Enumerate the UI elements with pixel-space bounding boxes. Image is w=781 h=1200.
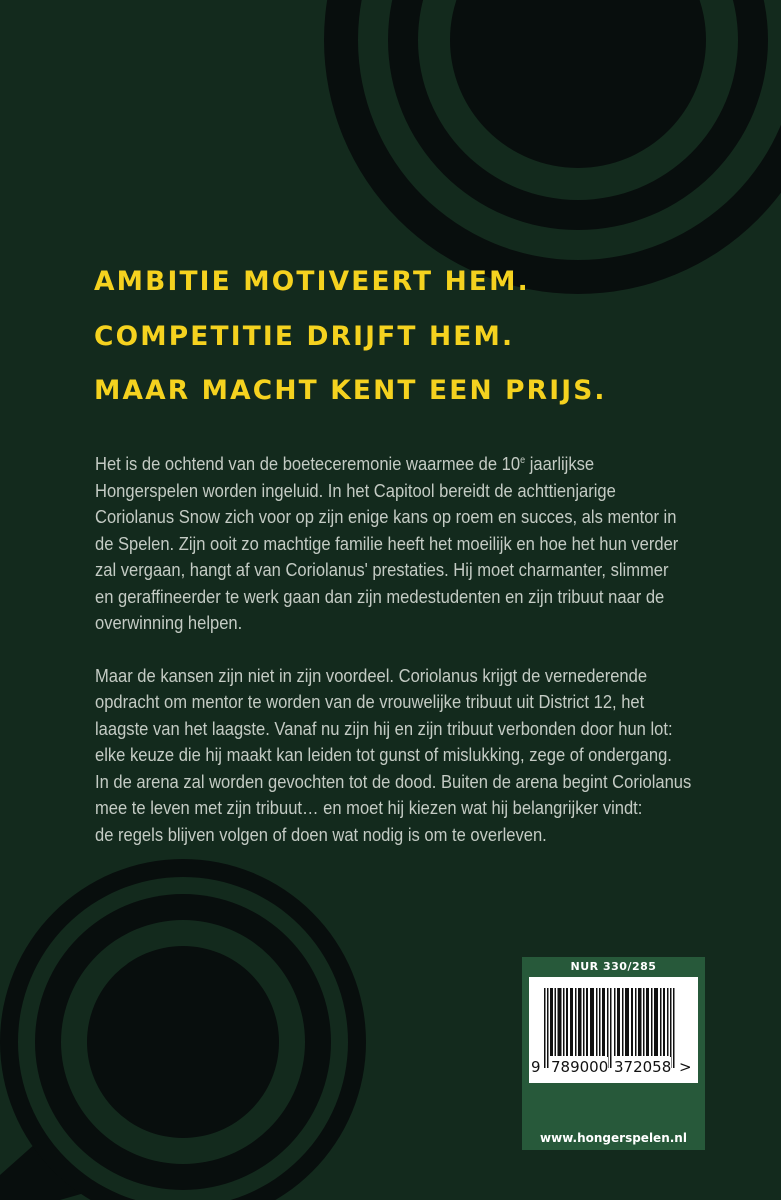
blurb-line: de regels blijven volgen of doen wat nodig is om te overleven.: [95, 823, 547, 845]
blurb-line: laagste van het laagste. Vanaf nu zijn hij en zijn tribuut verbonden door hun lot:: [95, 717, 673, 739]
blurb-line: zal vergaan, hangt af van Coriolanus' prestaties. Hij moet charmanter, slimmer: [95, 559, 669, 580]
blurb-line: overwinning helpen.: [95, 612, 243, 633]
tagline: [94, 268, 617, 432]
tagline-line-3: MAAR MACHT KENT EEN PRIJS.: [94, 375, 607, 406]
blurb-line: In de arena zal worden gevochten tot de dood. Buiten de arena begint Coriolanus: [95, 770, 692, 792]
ordinal-superscript: e: [520, 455, 526, 466]
isbn-lead-digit: 9: [531, 1058, 541, 1076]
top-right-rings-icon: [324, 0, 781, 294]
isbn-trail: >: [679, 1058, 692, 1076]
barcode-panel: [522, 957, 705, 1150]
blurb-line: [95, 448, 671, 478]
isbn-barcode: [529, 977, 698, 1083]
blurb-line: opdracht om mentor te worden van de vrouwelijke tribuut uit District 12, het: [95, 691, 645, 712]
blurb-line: elke keuze die hij maakt kan leiden tot gunst of mislukking, zege of ondergang.: [95, 744, 672, 765]
text: Het is de ochtend van de boeteceremonie waarmee de 10: [95, 453, 521, 474]
isbn-group-1: 789000: [551, 1058, 609, 1076]
blurb-line: Maar de kansen zijn niet in zijn voordeel. Coriolanus krijgt de vernederende: [95, 664, 648, 686]
blurb-line: mee te leven met zijn tribuut… en moet hij kiezen wat hij belangrijker vindt:: [95, 797, 643, 818]
text: jaarlijkse: [525, 453, 595, 474]
website-url: www.hongerspelen.nl: [540, 1131, 687, 1145]
blurb-line: en geraffineerder te werk gaan dan zijn medestudenten en zijn tribuut naar de: [95, 585, 665, 607]
blurb: [95, 448, 735, 874]
tagline-line-2: COMPETITIE DRIJFT HEM.: [94, 320, 515, 352]
isbn-number: [529, 1057, 698, 1077]
blurb-paragraph-2: [95, 663, 735, 849]
blurb-line: de Spelen. Zijn ooit zo machtige familie heeft het moeilijk en hoe het hun verder: [95, 532, 679, 554]
isbn-group-2: 372058: [614, 1058, 672, 1076]
tagline-line-1: AMBITIE MOTIVEERT HEM.: [94, 266, 530, 297]
bottom-left-magnifier-rings-icon: [0, 859, 366, 1200]
blurb-line: Hongerspelen worden ingeluid. In het Capitool bereidt de achttienjarige: [95, 479, 616, 501]
blurb-paragraph-1: [95, 448, 735, 637]
nur-code: NUR 330/285: [570, 960, 657, 973]
blurb-line: Coriolanus Snow zich voor op zijn enige kans op roem en succes, als mentor in: [95, 506, 677, 527]
